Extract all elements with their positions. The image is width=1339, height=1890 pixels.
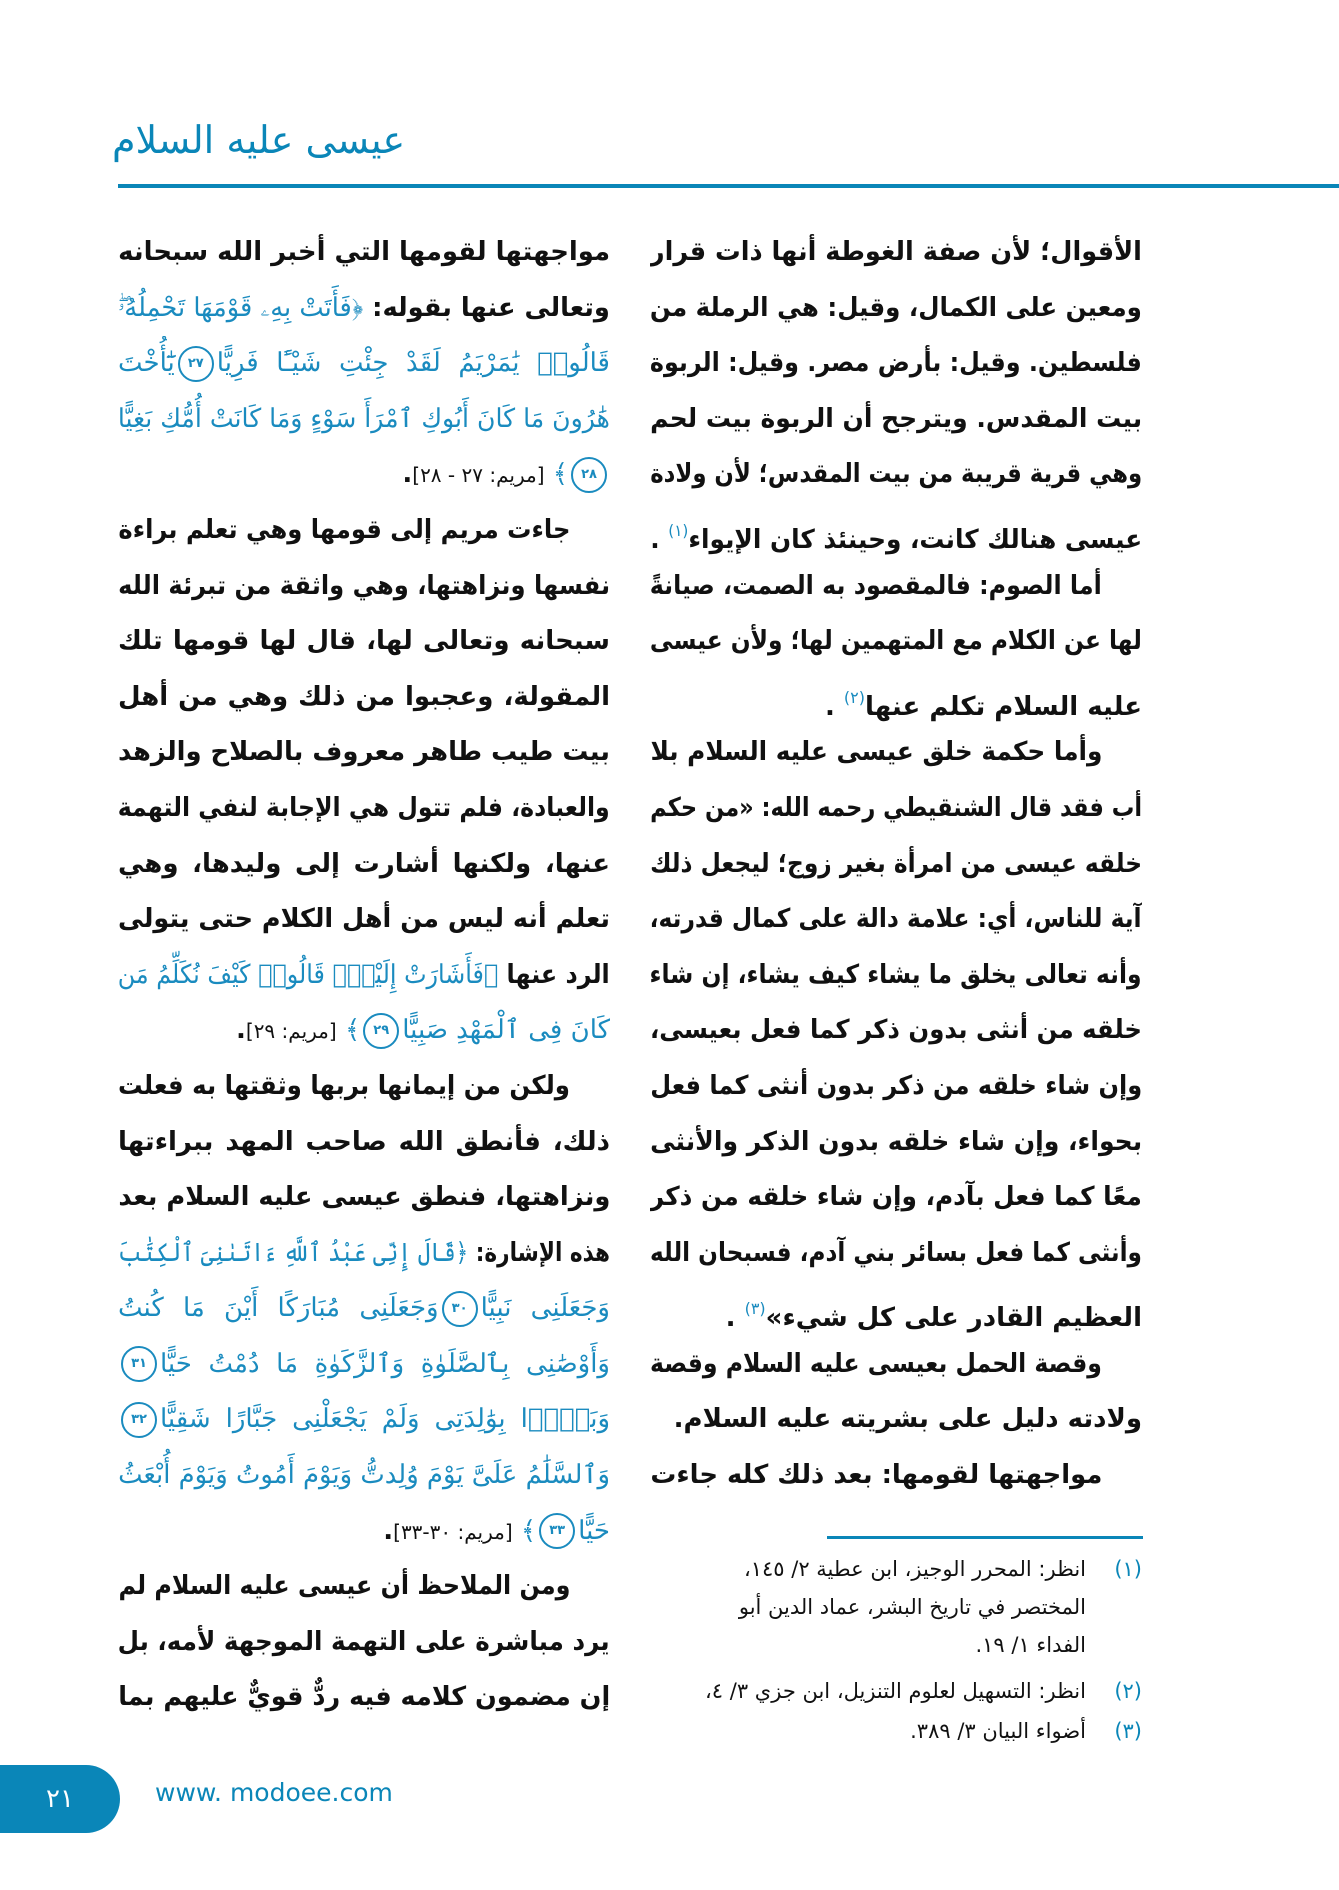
text-line bbox=[650, 1392, 1142, 1448]
text-line-content bbox=[650, 225, 1142, 281]
text-line bbox=[650, 559, 1142, 615]
footnote bbox=[650, 1712, 1142, 1750]
footnote-line bbox=[650, 1712, 1086, 1750]
text-line bbox=[118, 447, 610, 503]
body-text: خلقه من أنثى بدون ذكر كما فعل بعيسى، bbox=[650, 1015, 1142, 1046]
text-line-content bbox=[118, 1337, 610, 1393]
footnote-number: (١) bbox=[1114, 1557, 1142, 1581]
text-line-content bbox=[650, 1059, 1142, 1115]
text-line-content bbox=[118, 837, 610, 893]
footnote bbox=[650, 1550, 1142, 1664]
text-line-content bbox=[118, 725, 610, 781]
body-text: والعبادة، فلم تتول هي الإجابة لنفي التهمة bbox=[118, 792, 610, 823]
text-line bbox=[650, 1448, 1142, 1504]
text-line-content bbox=[650, 1003, 1142, 1059]
text-line-content bbox=[650, 1337, 1102, 1393]
text-line bbox=[650, 614, 1142, 670]
text-line bbox=[650, 1281, 1142, 1337]
text-line-content bbox=[118, 392, 610, 448]
quran-verse-text: وَجَعَلَنِى نَبِيًّا bbox=[480, 1293, 610, 1324]
text-line bbox=[650, 892, 1142, 948]
footnote-line-content: الفداء ١/ ١٩. bbox=[975, 1633, 1086, 1657]
text-line-content bbox=[118, 948, 610, 1004]
text-line bbox=[650, 1115, 1142, 1171]
text-line bbox=[650, 1003, 1142, 1059]
quran-verse-text: ﴾ bbox=[544, 459, 568, 490]
text-line-content bbox=[650, 447, 1142, 503]
text-line-content bbox=[650, 1170, 1142, 1226]
text-line-content bbox=[650, 892, 1142, 948]
body-text: مواجهتها لقومها: بعد ذلك كله جاءت bbox=[650, 1460, 1102, 1491]
text-line bbox=[650, 225, 1142, 281]
body-text: خلقه عيسى من امرأة بغير زوج؛ ليجعل ذلك bbox=[650, 848, 1142, 879]
text-line bbox=[118, 725, 610, 781]
ayah-number-marker: ٣١ bbox=[121, 1346, 157, 1382]
text-line bbox=[118, 1504, 610, 1560]
body-text: عيسى هنالك كانت، وحينئذ كان الإيواء bbox=[688, 524, 1142, 555]
text-line bbox=[650, 392, 1142, 448]
footnote-marker[interactable]: (٢) bbox=[843, 687, 865, 707]
text-line bbox=[118, 281, 610, 337]
text-line bbox=[118, 1337, 610, 1393]
text-line bbox=[118, 1670, 610, 1726]
body-text: إن مضمون كلامه فيه ردٌّ قويٌّ عليهم بما bbox=[118, 1682, 610, 1713]
footnote-marker[interactable]: (٣) bbox=[744, 1299, 766, 1319]
body-text: لها عن الكلام مع المتهمين لها؛ ولأن عيسى bbox=[650, 626, 1142, 657]
body-text: هذه الإشارة: bbox=[468, 1237, 610, 1268]
text-line-content bbox=[118, 781, 610, 837]
text-line-content bbox=[118, 559, 610, 615]
footnote-number: (٣) bbox=[1114, 1719, 1142, 1743]
footnote-text bbox=[650, 1672, 1086, 1710]
text-line bbox=[118, 1059, 610, 1115]
text-line-content bbox=[650, 281, 1142, 337]
body-text: . bbox=[650, 524, 669, 555]
body-text: ولكن من إيمانها بربها وثقتها به فعلت bbox=[118, 1070, 570, 1101]
text-line bbox=[118, 503, 610, 559]
body-text: الرد عنها bbox=[498, 959, 610, 990]
footnote-text bbox=[650, 1550, 1086, 1664]
text-line-content bbox=[650, 503, 1142, 559]
body-text: ونزاهتها، فنطق عيسى عليه السلام بعد bbox=[118, 1182, 610, 1213]
body-text: آية للناس، أي: علامة دالة على كمال قدرته، bbox=[650, 904, 1142, 935]
body-text: ومن الملاحظ أن عيسى عليه السلام لم bbox=[118, 1571, 570, 1602]
text-line-content bbox=[650, 559, 1102, 615]
text-line-content bbox=[118, 281, 610, 337]
text-line bbox=[650, 725, 1142, 781]
quran-verse-text: ﴾ bbox=[512, 1515, 537, 1546]
text-line bbox=[650, 503, 1142, 559]
body-text: وإن شاء خلقه من ذكر بدون أنثى كما فعل bbox=[650, 1070, 1142, 1101]
text-line bbox=[118, 336, 610, 392]
ayah-number-marker: ٢٨ bbox=[571, 457, 607, 493]
ayah-number-marker: ٢٩ bbox=[363, 1013, 399, 1049]
text-line bbox=[118, 670, 610, 726]
body-text: . bbox=[824, 691, 844, 722]
text-line bbox=[650, 1170, 1142, 1226]
left-text-column bbox=[118, 225, 610, 1726]
text-line-content bbox=[118, 1392, 610, 1448]
quran-verse-text: كَانَ فِى ٱلْمَهْدِ صَبِيًّا bbox=[402, 1015, 610, 1046]
text-line bbox=[650, 447, 1142, 503]
body-text: ذلك، فأنطق الله صاحب المهد ببراءتها bbox=[118, 1126, 610, 1157]
text-line-content bbox=[118, 1059, 570, 1115]
text-line-content bbox=[383, 1504, 610, 1560]
verse-reference: [مريم: ٢٧ - ٢٨] bbox=[412, 463, 545, 488]
body-text: وأنثى كما فعل بسائر بني آدم، فسبحان الله bbox=[650, 1237, 1142, 1268]
text-line-content bbox=[650, 948, 1142, 1004]
body-text: معًا كما فعل بآدم، وإن شاء خلقه من ذكر bbox=[650, 1182, 1142, 1213]
text-line-content bbox=[118, 1281, 610, 1337]
text-line-content bbox=[236, 1003, 610, 1059]
quran-verse-text: ﴾ bbox=[336, 1015, 361, 1046]
text-line bbox=[118, 1226, 610, 1282]
text-line bbox=[118, 225, 610, 281]
text-line-content bbox=[118, 1559, 570, 1615]
text-line bbox=[650, 1337, 1142, 1393]
text-line bbox=[650, 336, 1142, 392]
text-line bbox=[118, 837, 610, 893]
verse-reference: [مريم: ٣٠-٣٣] bbox=[393, 1519, 513, 1544]
body-text: وتعالى عنها بقوله: bbox=[363, 292, 610, 323]
quran-verse-text: وَجَعَلَنِى مُبَارَكًا أَيْنَ مَا كُنتُ bbox=[118, 1293, 439, 1324]
ayah-number-marker: ٢٧ bbox=[178, 346, 214, 382]
chapter-title: عيسى عليه السلام bbox=[112, 118, 406, 162]
body-text: بحواء، وإن شاء خلقه بدون الذكر والأنثى bbox=[650, 1126, 1142, 1157]
text-line bbox=[118, 1615, 610, 1671]
text-line-content bbox=[650, 781, 1142, 837]
text-line-content bbox=[118, 336, 610, 392]
body-text: الأقوال؛ لأن صفة الغوطة أنها ذات قرار bbox=[650, 237, 1142, 267]
body-text: ولادته دليل على بشريته عليه السلام. bbox=[673, 1404, 1142, 1435]
text-line-content bbox=[118, 1170, 610, 1226]
text-line bbox=[650, 281, 1142, 337]
footnote bbox=[650, 1672, 1142, 1710]
body-text: نفسها ونزاهتها، وهي واثقة من تبرئة الله bbox=[118, 570, 610, 601]
text-line-content bbox=[650, 1115, 1142, 1171]
text-line-content bbox=[118, 1448, 610, 1504]
text-line bbox=[650, 837, 1142, 893]
page-number-badge: ٢١ bbox=[0, 1765, 120, 1833]
footnote-line-content: انظر: المحرر الوجيز، ابن عطية ٢/ ١٤٥، bbox=[743, 1557, 1086, 1581]
text-line-content bbox=[118, 1115, 610, 1171]
text-line-content bbox=[118, 670, 610, 726]
footnote-line bbox=[650, 1550, 1086, 1588]
body-text: . bbox=[402, 459, 413, 490]
body-text: . bbox=[235, 1015, 246, 1046]
footnote-line bbox=[650, 1588, 1086, 1626]
text-line-content bbox=[118, 1226, 610, 1282]
body-text: وهي قرية قريبة من بيت المقدس؛ لأن ولادة bbox=[650, 459, 1142, 490]
ayah-number-marker: ٣٣ bbox=[539, 1513, 575, 1549]
text-line bbox=[118, 1003, 610, 1059]
text-line-content bbox=[825, 670, 1142, 726]
quran-verse-text: وَبَرًّۢا بِوَٰلِدَتِى وَلَمْ يَجْعَلْنِى جَبَّارًا شَقِيًّا bbox=[160, 1404, 610, 1435]
footnote-line-content: المختصر في تاريخ البشر، عماد الدين أبو bbox=[738, 1595, 1086, 1619]
text-line-content bbox=[402, 447, 610, 503]
footnote-divider bbox=[827, 1536, 1143, 1539]
text-line bbox=[650, 1059, 1142, 1115]
quran-verse-text: هَٰرُونَ مَا كَانَ أَبُوكِ ٱمْرَأَ سَوْءٍ وَمَا كَانَتْ أُمُّكِ بَغِيًّا bbox=[118, 403, 610, 434]
footnote-line-content: أضواء البيان ٣/ ٣٨٩. bbox=[910, 1719, 1086, 1743]
text-line-content bbox=[650, 1226, 1142, 1282]
body-text: المقولة، وعجبوا من ذلك وهي من أهل bbox=[118, 681, 610, 712]
footnote-marker[interactable]: (١) bbox=[668, 520, 689, 540]
quran-verse-text: ﴿قَالَ إِنِّى عَبْدُ ٱللَّهِ ءَاتَىٰنِىَ ٱلْكِتَٰبَ bbox=[118, 1237, 469, 1268]
verse-reference: [مريم: ٢٩] bbox=[245, 1019, 337, 1044]
body-text: . bbox=[383, 1515, 394, 1546]
text-line-content bbox=[118, 503, 570, 559]
text-line bbox=[118, 1448, 610, 1504]
text-line bbox=[118, 1115, 610, 1171]
quran-verse-text: حَيًّا bbox=[578, 1515, 610, 1546]
ayah-number-marker: ٣٢ bbox=[121, 1402, 157, 1438]
body-text: فلسطين. وقيل: بأرض مصر. وقيل: الربوة bbox=[650, 348, 1142, 379]
text-line bbox=[118, 559, 610, 615]
footnote-line bbox=[650, 1626, 1086, 1664]
text-line-content bbox=[118, 225, 610, 281]
text-line bbox=[118, 1281, 610, 1337]
text-line bbox=[118, 781, 610, 837]
text-line-content bbox=[650, 392, 1142, 448]
quran-verse-text: ﴿فَأَتَتْ بِهِۦ قَوْمَهَا تَحْمِلُهُۥۖ bbox=[118, 292, 364, 323]
quran-verse-text: قَالُوا۟ يَٰمَرْيَمُ لَقَدْ جِئْتِ شَيْـًٔا فَرِيًّا bbox=[216, 348, 610, 379]
body-text: تعلم أنه ليس من أهل الكلام حتى يتولى bbox=[118, 904, 610, 935]
text-line-content bbox=[650, 725, 1102, 781]
quran-verse-text: يَٰٓأُخْتَ bbox=[118, 348, 175, 379]
text-line-content bbox=[118, 614, 610, 670]
text-line bbox=[118, 1170, 610, 1226]
text-line bbox=[650, 948, 1142, 1004]
body-text: سبحانه وتعالى لها، قال لها قومها تلك bbox=[118, 626, 610, 657]
text-line bbox=[118, 614, 610, 670]
text-line bbox=[118, 892, 610, 948]
footnote-line-content: انظر: التسهيل لعلوم التنزيل، ابن جزي ٣/ ٤، bbox=[705, 1679, 1086, 1703]
body-text: . bbox=[725, 1303, 745, 1334]
body-text: وأنه تعالى يخلق ما يشاء كيف يشاء، إن شاء bbox=[650, 959, 1142, 990]
footnote-number: (٢) bbox=[1114, 1679, 1142, 1703]
text-line-content bbox=[118, 1670, 610, 1726]
body-text: ومعين على الكمال، وقيل: هي الرملة من bbox=[650, 292, 1142, 323]
body-text: مواجهتها لقومها التي أخبر الله سبحانه bbox=[118, 237, 610, 267]
body-text: عليه السلام تكلم عنها bbox=[864, 691, 1142, 722]
quran-verse-text: وَأَوْصَٰنِى بِٱلصَّلَوٰةِ وَٱلزَّكَوٰةِ مَا دُمْتُ حَيًّا bbox=[160, 1348, 610, 1379]
text-line-content bbox=[726, 1281, 1142, 1337]
text-line-content bbox=[118, 1615, 610, 1671]
text-line bbox=[118, 948, 610, 1004]
right-text-column bbox=[650, 225, 1142, 1504]
quran-verse-text: وَٱلسَّلَٰمُ عَلَىَّ يَوْمَ وُلِدتُّ وَيَوْمَ أَمُوتُ وَيَوْمَ أُبْعَثُ bbox=[118, 1460, 610, 1491]
text-line-content bbox=[650, 614, 1142, 670]
text-line-content bbox=[650, 837, 1142, 893]
header-divider bbox=[118, 184, 1339, 188]
text-line bbox=[118, 392, 610, 448]
text-line bbox=[650, 670, 1142, 726]
body-text: العظيم القادر على كل شيء» bbox=[765, 1303, 1142, 1334]
body-text: وأما حكمة خلق عيسى عليه السلام بلا bbox=[650, 737, 1102, 768]
text-line-content bbox=[674, 1392, 1142, 1448]
body-text: عنها، ولكنها أشارت إلى وليدها، وهي bbox=[118, 848, 610, 879]
body-text: يرد مباشرة على التهمة الموجهة لأمه، بل bbox=[118, 1626, 610, 1657]
text-line bbox=[118, 1392, 610, 1448]
quran-verse-text: ﴿فَأَشَارَتْ إِلَيْهِۖ قَالُوا۟ كَيْفَ نُكَلِّمُ مَن bbox=[118, 959, 499, 990]
text-line bbox=[650, 1226, 1142, 1282]
website-link[interactable]: www. modoee.com bbox=[155, 1778, 393, 1807]
text-line-content bbox=[650, 336, 1142, 392]
body-text: أب فقد قال الشنقيطي رحمه الله: «من حكم bbox=[650, 792, 1142, 823]
body-text: جاءت مريم إلى قومها وهي تعلم براءة bbox=[118, 514, 570, 545]
footnote-text bbox=[650, 1712, 1086, 1750]
text-line bbox=[118, 1559, 610, 1615]
body-text: أما الصوم: فالمقصود به الصمت، صيانةً bbox=[650, 570, 1102, 601]
body-text: وقصة الحمل بعيسى عليه السلام وقصة bbox=[650, 1348, 1102, 1379]
footnote-line bbox=[650, 1672, 1086, 1710]
ayah-number-marker: ٣٠ bbox=[442, 1291, 478, 1327]
body-text: بيت المقدس. ويترجح أن الربوة بيت لحم bbox=[650, 403, 1142, 434]
text-line-content bbox=[650, 1448, 1102, 1504]
body-text: بيت طيب طاهر معروف بالصلاح والزهد bbox=[118, 737, 610, 768]
text-line-content bbox=[118, 892, 610, 948]
text-line bbox=[650, 781, 1142, 837]
